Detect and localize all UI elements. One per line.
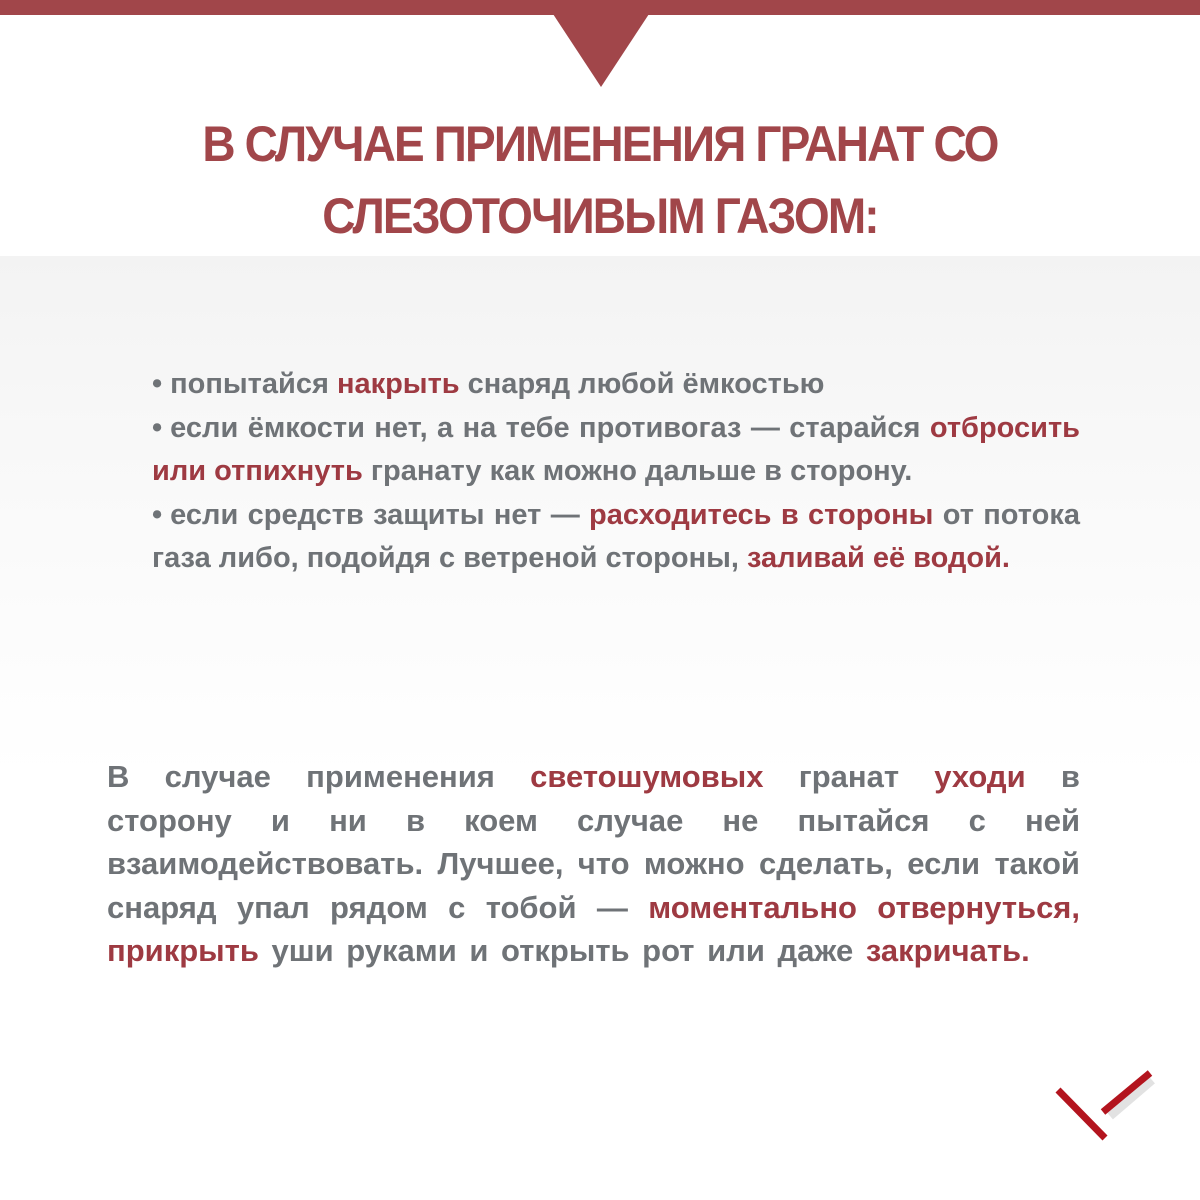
text-segment: если средств защиты нет — bbox=[170, 498, 590, 531]
text-segment: гранату как можно дальше в сторону. bbox=[362, 455, 913, 487]
text-segment: если ёмкости нет, а на тебе противогаз — старайся bbox=[170, 411, 930, 444]
checkmark-icon bbox=[1040, 1060, 1170, 1155]
title-line-1: В СЛУЧАЕ ПРИМЕНЕНИЯ ГРАНАТ СО bbox=[202, 116, 998, 172]
page-title bbox=[140, 108, 1060, 252]
list-item bbox=[152, 494, 1080, 581]
bullet-icon: • bbox=[152, 368, 163, 400]
text-segment: В случае применения bbox=[107, 759, 531, 794]
highlight-segment: моментально отвернуться, прикрыть bbox=[107, 889, 1081, 968]
down-triangle-icon bbox=[553, 14, 649, 87]
list-item bbox=[152, 363, 1080, 407]
tear-gas-instructions-list bbox=[152, 363, 1080, 581]
highlight-segment: светошумовых bbox=[530, 759, 764, 794]
title-line-2: СЛЕЗОТОЧИВЫМ ГАЗОМ: bbox=[322, 188, 878, 244]
text-segment: снаряд любой ёмкостью bbox=[459, 368, 825, 400]
text-segment: уши руками и открыть рот или даже bbox=[258, 933, 866, 968]
text-segment: в сторону и ни в коем случае не пытайся с ней взаимодействовать. Лучшее, что можно сделать, если такой снаряд упал рядом с тобой — bbox=[107, 759, 1080, 925]
highlight-segment: уходи bbox=[934, 759, 1026, 794]
list-item bbox=[152, 407, 1080, 494]
bullet-icon: • bbox=[152, 498, 163, 531]
flashbang-instructions-paragraph bbox=[107, 755, 1080, 973]
highlight-segment: отбросить или отпихнуть bbox=[152, 411, 1080, 487]
text-segment: попытайся bbox=[170, 368, 337, 400]
text-segment: гранат bbox=[763, 759, 935, 794]
text-segment: от потока газа либо, подойдя с ветреной стороны, bbox=[152, 498, 1080, 574]
top-accent-bar bbox=[0, 0, 1200, 15]
highlight-segment: закричать. bbox=[865, 933, 1030, 968]
bullet-icon: • bbox=[152, 411, 163, 444]
highlight-segment: заливай её водой. bbox=[746, 542, 1010, 574]
highlight-segment: расходитесь в стороны bbox=[589, 498, 934, 531]
highlight-segment: накрыть bbox=[336, 368, 460, 400]
